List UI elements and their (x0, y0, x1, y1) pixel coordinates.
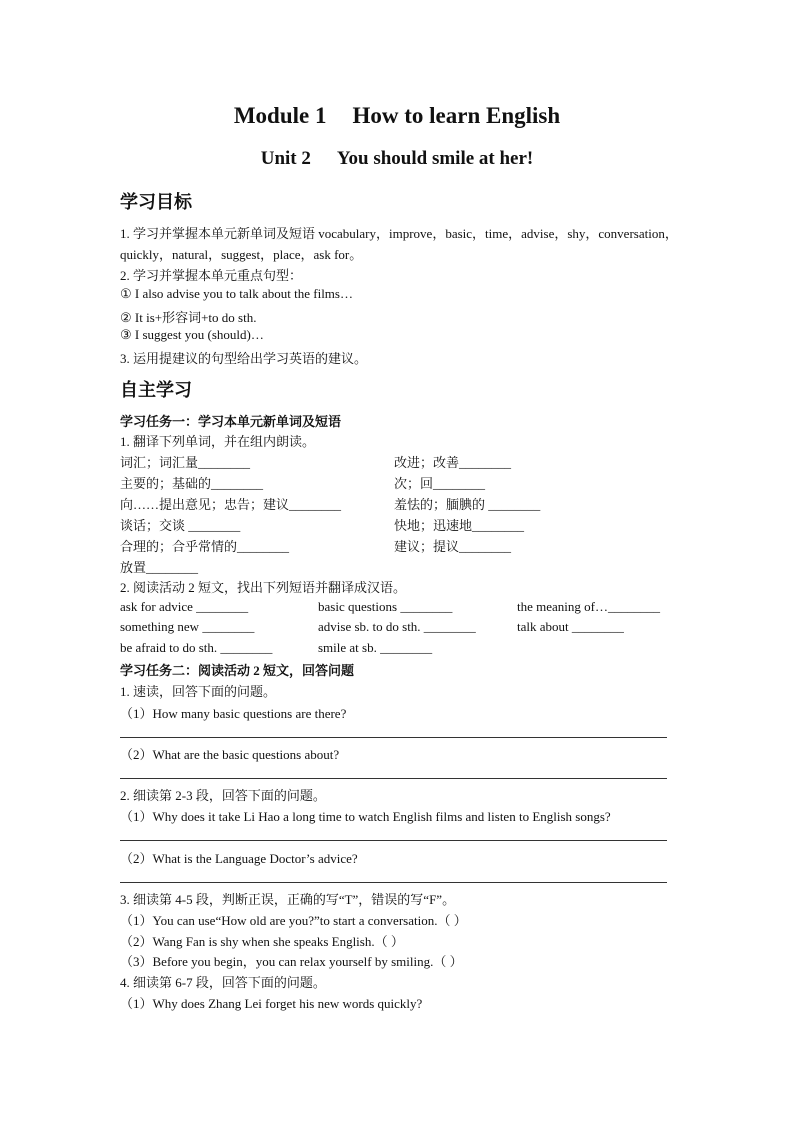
phrase-item: advise sb. to do sth. ________ (318, 619, 476, 634)
sub-question: （1）Why does Zhang Lei forget his new words quickly? (120, 996, 423, 1011)
vocab-item: 羞怯的；腼腆的 ________ (394, 497, 541, 512)
vocab-item: 放置________ (120, 560, 199, 575)
sub-question: （2）What are the basic questions about? (120, 747, 340, 762)
objective-line: 1. 学习并掌握本单元新单词及短语 vocabulary，improve，basic，time，advise，shy，conversation， (120, 226, 678, 241)
objective-line: ③ I suggest you (should)… (120, 327, 264, 342)
section-heading-self-study: 自主学习 (120, 380, 192, 401)
vocab-item: 词汇；词汇量________ (120, 455, 251, 470)
vocab-item: 谈话；交谈 ________ (120, 518, 241, 533)
question: 1. 速读，回答下面的问题。 (120, 684, 277, 699)
module-number: Module 1 (233, 103, 327, 128)
vocab-item: 改进；改善________ (394, 455, 512, 470)
module-name: How to learn English (352, 103, 561, 128)
objective-line: 3. 运用提建议的句型给出学习英语的建议。 (120, 351, 368, 366)
phrase-item: be afraid to do sth. ________ (120, 640, 273, 655)
true-false-item[interactable]: （3）Before you begin，you can relax yourself by smiling.（ ） (120, 954, 463, 969)
phrase-item: smile at sb. ________ (318, 640, 433, 655)
task1-question2: 2. 阅读活动 2 短文，找出下列短语并翻译成汉语。 (120, 580, 407, 595)
answer-line[interactable] (120, 737, 667, 738)
vocab-item: 次；回________ (394, 476, 486, 491)
answer-line[interactable] (120, 778, 667, 779)
task1-title: 学习任务一：学习本单元新单词及短语 (120, 414, 342, 429)
answer-line[interactable] (120, 882, 667, 883)
objective-line: quickly，natural，suggest，place，ask for。 (120, 247, 363, 262)
true-false-item[interactable]: （2）Wang Fan is shy when she speaks English.（ ） (120, 934, 404, 949)
task1-question1: 1. 翻译下列单词，并在组内朗读。 (120, 434, 316, 449)
phrase-item: the meaning of…________ (517, 599, 660, 614)
sub-question: （2）What is the Language Doctor’s advice? (120, 851, 358, 866)
phrase-item: something new ________ (120, 619, 255, 634)
module-title (120, 103, 674, 129)
phrase-item: ask for advice ________ (120, 599, 249, 614)
unit-name: You should smile at her! (336, 148, 534, 169)
objective-line: 2. 学习并掌握本单元重点句型： (120, 268, 303, 283)
vocab-item: 快地；迅速地________ (394, 518, 525, 533)
answer-line[interactable] (120, 840, 667, 841)
vocab-item: 建议；提议________ (394, 539, 512, 554)
phrase-item: basic questions ________ (318, 599, 453, 614)
task2-title: 学习任务二：阅读活动 2 短文，回答问题 (120, 663, 355, 678)
objective-line: ① I also advise you to talk about the films… (120, 286, 353, 301)
sub-question: （1）Why does it take Li Hao a long time to watch English films and listen to English songs? (120, 809, 611, 824)
question: 4. 细读第 6-7 段，回答下面的问题。 (120, 975, 326, 990)
section-heading-objectives: 学习目标 (120, 192, 192, 213)
question: 2. 细读第 2-3 段，回答下面的问题。 (120, 788, 326, 803)
phrase-item: talk about ________ (517, 619, 624, 634)
vocab-item: 向……提出意见；忠告；建议________ (120, 497, 342, 512)
vocab-item: 合理的；合乎常情的________ (120, 539, 290, 554)
unit-title (120, 148, 674, 170)
unit-number: Unit 2 (260, 148, 311, 169)
objective-line: ② It is+形容词+to do sth. (120, 310, 257, 325)
vocab-item: 主要的；基础的________ (120, 476, 264, 491)
sub-question: （1）How many basic questions are there? (120, 706, 347, 721)
true-false-item[interactable]: （1）You can use“How old are you?”to start a conversation.（ ） (120, 913, 467, 928)
question: 3. 细读第 4-5 段，判断正误，正确的写“T”，错误的写“F”。 (120, 892, 456, 907)
